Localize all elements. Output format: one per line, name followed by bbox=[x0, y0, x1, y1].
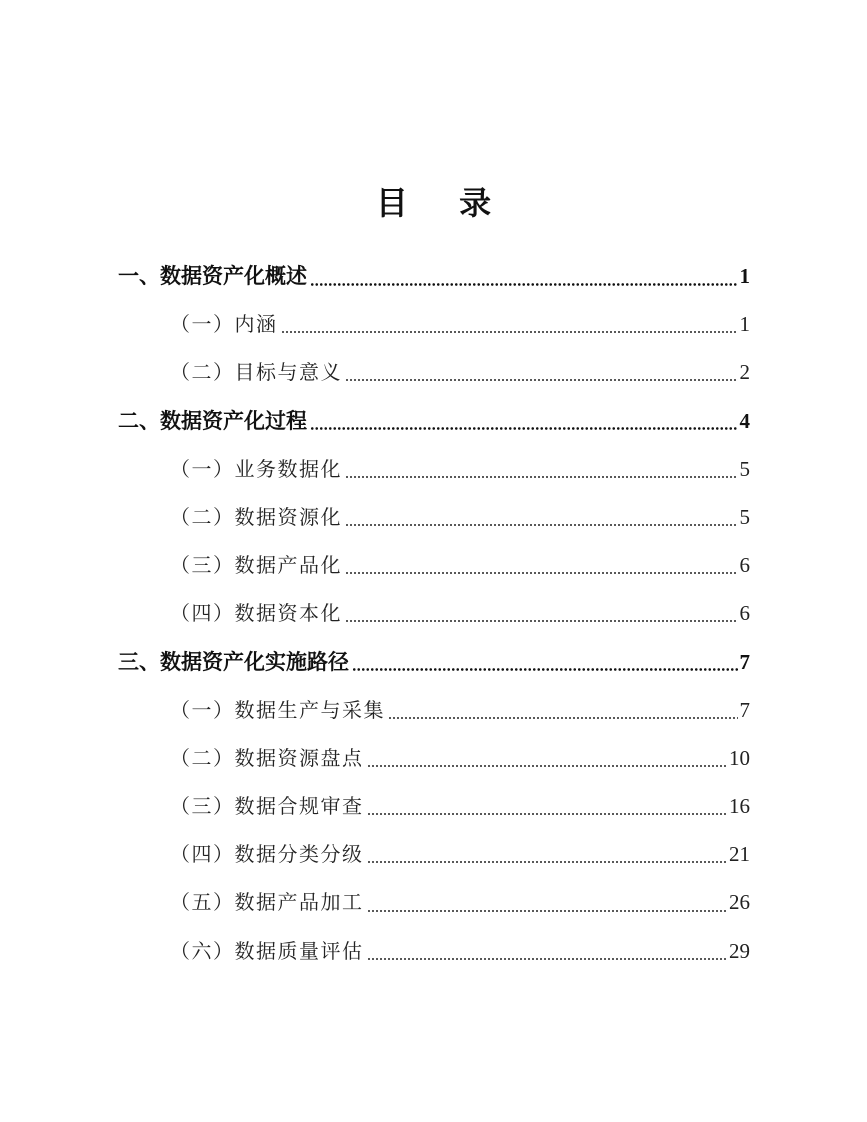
toc-entry[interactable] bbox=[118, 782, 750, 830]
dot-leader bbox=[367, 765, 728, 767]
toc-page-number: 1 bbox=[739, 264, 750, 288]
toc-entry-label: （二）目标与意义 bbox=[170, 360, 342, 385]
toc-page-number: 4 bbox=[739, 408, 750, 433]
dot-leader bbox=[345, 572, 738, 574]
toc-entry[interactable] bbox=[118, 493, 750, 541]
dot-leader bbox=[310, 283, 738, 286]
toc-entry[interactable] bbox=[118, 252, 750, 300]
toc-entry-label: （五）数据产品加工 bbox=[170, 890, 364, 915]
dot-leader bbox=[367, 813, 728, 815]
dot-leader bbox=[345, 476, 738, 478]
toc-entry-label: （四）数据资本化 bbox=[170, 601, 342, 626]
dot-leader bbox=[345, 524, 738, 526]
toc-page-number: 16 bbox=[729, 794, 750, 819]
toc-entry-label: （四）数据分类分级 bbox=[170, 842, 364, 867]
dot-leader bbox=[310, 427, 738, 430]
dot-leader bbox=[367, 910, 728, 912]
toc-entry-label: （二）数据资源化 bbox=[170, 504, 342, 529]
toc-entry[interactable] bbox=[118, 734, 750, 782]
toc-entry[interactable] bbox=[118, 589, 750, 637]
dot-leader bbox=[281, 331, 738, 333]
toc-entry-label: （三）数据产品化 bbox=[170, 553, 342, 578]
dot-leader bbox=[367, 958, 728, 960]
toc-entry-label: （三）数据合规审查 bbox=[170, 794, 364, 819]
toc-page-number: 7 bbox=[739, 649, 750, 674]
toc-entry-label: 二、数据资产化过程 bbox=[118, 407, 307, 433]
table-of-contents bbox=[118, 252, 750, 975]
toc-entry-label: 一、数据资产化概述 bbox=[118, 263, 307, 288]
toc-entry[interactable] bbox=[118, 445, 750, 493]
toc-page-number: 7 bbox=[739, 697, 750, 722]
toc-entry[interactable] bbox=[118, 348, 750, 396]
toc-page-number: 5 bbox=[739, 456, 750, 481]
dot-leader bbox=[345, 379, 738, 381]
toc-page-number: 6 bbox=[739, 601, 750, 626]
dot-leader bbox=[345, 620, 738, 622]
toc-entry-label: 三、数据资产化实施路径 bbox=[118, 648, 349, 674]
toc-entry-label: （二）数据资源盘点 bbox=[170, 745, 364, 770]
toc-entry[interactable] bbox=[118, 638, 750, 686]
dot-leader bbox=[352, 668, 738, 671]
toc-entry[interactable] bbox=[118, 686, 750, 734]
toc-entry-label: （一）业务数据化 bbox=[170, 456, 342, 481]
toc-page-number: 2 bbox=[739, 360, 750, 385]
toc-page-number: 21 bbox=[729, 842, 750, 867]
toc-entry[interactable] bbox=[118, 878, 750, 926]
toc-page-number: 29 bbox=[729, 938, 750, 963]
toc-entry[interactable] bbox=[118, 300, 750, 348]
toc-page-number: 1 bbox=[739, 312, 750, 337]
toc-entry-label: （六）数据质量评估 bbox=[170, 938, 364, 963]
toc-entry[interactable] bbox=[118, 397, 750, 445]
toc-page-number: 5 bbox=[739, 504, 750, 529]
toc-entry-label: （一）数据生产与采集 bbox=[170, 697, 385, 722]
dot-leader bbox=[388, 717, 738, 719]
toc-page-number: 10 bbox=[729, 745, 750, 770]
toc-entry[interactable] bbox=[118, 927, 750, 975]
toc-entry[interactable] bbox=[118, 541, 750, 589]
dot-leader bbox=[367, 861, 728, 863]
toc-page-number: 26 bbox=[729, 890, 750, 915]
toc-page-number: 6 bbox=[739, 553, 750, 578]
toc-entry-label: （一）内涵 bbox=[170, 312, 278, 337]
page-title: 目 录 bbox=[375, 184, 512, 223]
toc-entry[interactable] bbox=[118, 830, 750, 878]
